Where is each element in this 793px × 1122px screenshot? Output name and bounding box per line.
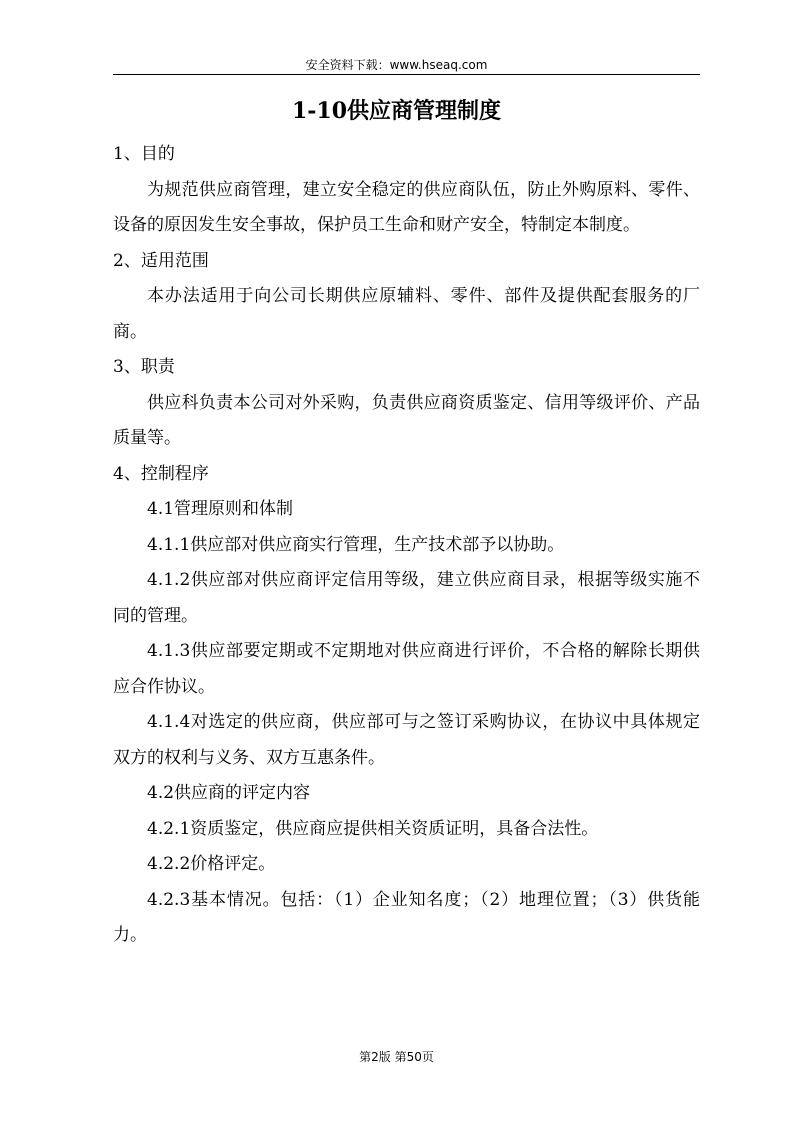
document-title: 1-10供应商管理制度 (291, 98, 502, 124)
paragraph-responsibilities: 供应科负责本公司对外采购，负责供应商资质鉴定、信用等级评价、产品质量等。 (113, 392, 700, 448)
page-footer: 第2版 第50页 (359, 1050, 434, 1064)
clause-4-2-2: 4.2.2价格评定。 (147, 854, 276, 874)
section-heading-control-procedure: 4、控制程序 (113, 463, 209, 484)
clause-4-1-2: 4.1.2供应部对供应商评定信用等级，建立供应商目录，根据等级实施不同的管理。 (113, 570, 700, 626)
clause-4-2-3: 4.2.3基本情况。包括：（1）企业知名度；（2）地理位置；（3）供货能力。 (113, 889, 700, 945)
clause-4-1-3: 4.1.3供应部要定期或不定期地对供应商进行评价，不合格的解除长期供应合作协议。 (113, 641, 700, 697)
subsection-heading-4-2: 4.2供应商的评定内容 (147, 783, 311, 803)
subsection-heading-4-1: 4.1管理原则和体制 (147, 499, 294, 519)
header-divider (113, 74, 700, 75)
clause-4-1-1: 4.1.1供应部对供应商实行管理，生产技术部予以协助。 (147, 534, 565, 555)
paragraph-scope: 本办法适用于向公司长期供应原辅料、零件、部件及提供配套服务的厂商。 (113, 286, 700, 342)
section-heading-scope: 2、适用范围 (113, 250, 209, 271)
section-heading-responsibilities: 3、职责 (113, 357, 175, 377)
document-body (113, 137, 700, 954)
paragraph-purpose: 为规范供应商管理，建立安全稳定的供应商队伍，防止外购原料、零件、设备的原因发生安全事故，保护员工生命和财产安全，特制定本制度。 (113, 179, 700, 235)
section-heading-purpose: 1、目的 (113, 144, 175, 164)
clause-4-1-4: 4.1.4对选定的供应商，供应部可与之签订采购协议，在协议中具体规定双方的权利与义务、双方互惠条件。 (113, 712, 700, 768)
clause-4-2-1: 4.2.1资质鉴定，供应商应提供相关资质证明，具备合法性。 (147, 818, 599, 839)
page-header: 安全资料下载：www.hseaq.com (305, 58, 488, 72)
